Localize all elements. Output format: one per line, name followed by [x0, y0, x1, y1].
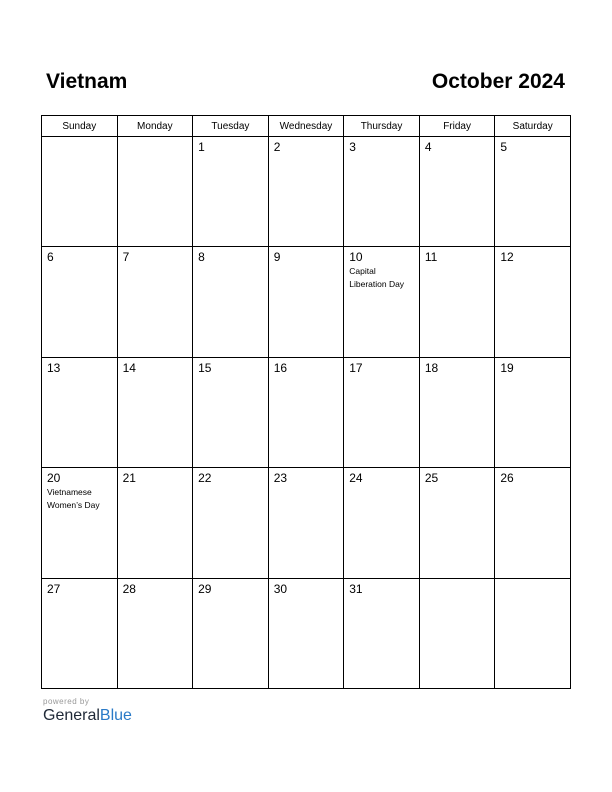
- day-cell: [42, 137, 118, 247]
- day-cell: [495, 247, 571, 357]
- weekday-header: Monday: [117, 116, 193, 137]
- day-cell: [268, 247, 344, 357]
- day-number: 16: [273, 360, 288, 375]
- day-cell: [268, 468, 344, 578]
- day-cell: [419, 357, 495, 467]
- weekday-header: Tuesday: [193, 116, 269, 137]
- day-number: 23: [273, 471, 288, 486]
- day-cell: [419, 137, 495, 247]
- day-cell: [268, 578, 344, 688]
- day-number: 28: [122, 581, 136, 596]
- day-number: 17: [349, 360, 363, 375]
- day-cell: [419, 247, 495, 357]
- day-cell: [117, 137, 193, 247]
- week-row: [42, 578, 571, 688]
- day-number: 13: [47, 360, 61, 375]
- day-number: 19: [500, 360, 514, 375]
- day-number: 20: [47, 471, 61, 486]
- day-cell: [42, 247, 118, 357]
- day-cell: [268, 357, 344, 467]
- day-number: 8: [198, 250, 205, 265]
- weekday-header: Sunday: [42, 116, 118, 137]
- day-cell: [193, 137, 269, 247]
- day-number: 26: [500, 471, 514, 486]
- day-number: 27: [47, 581, 61, 596]
- day-cell: [42, 357, 118, 467]
- week-row: [42, 468, 571, 578]
- day-cell: [419, 468, 495, 578]
- weekday-header: Wednesday: [268, 116, 344, 137]
- day-number: 4: [424, 140, 432, 154]
- day-number: 22: [198, 471, 212, 486]
- day-cell: [117, 578, 193, 688]
- day-number: 12: [500, 250, 514, 265]
- weekday-header: Friday: [419, 116, 495, 137]
- day-cell: [42, 468, 118, 578]
- brand-name-general: General: [43, 707, 100, 724]
- day-number: 5: [500, 140, 508, 154]
- day-cell: [117, 357, 193, 467]
- weekday-header: Thursday: [344, 116, 420, 137]
- day-number: 7: [122, 250, 130, 265]
- day-number: 18: [424, 360, 439, 375]
- day-cell: [344, 578, 420, 688]
- day-number: 2: [273, 140, 281, 154]
- day-number: 6: [47, 250, 54, 265]
- day-number: 10: [349, 250, 363, 265]
- day-cell: [193, 578, 269, 688]
- day-cell: [344, 247, 420, 357]
- day-cell: [193, 468, 269, 578]
- month-title: October 2024: [431, 70, 565, 93]
- day-cell: [193, 247, 269, 357]
- holiday-label: Capital Liberation Day: [349, 266, 405, 290]
- day-cell: [42, 578, 118, 688]
- day-cell: [495, 578, 571, 688]
- calendar-grid: [41, 115, 571, 689]
- country-title: Vietnam: [46, 70, 128, 93]
- day-cell: [495, 468, 571, 578]
- powered-by-text: powered by: [43, 697, 90, 706]
- day-cell: [344, 468, 420, 578]
- day-number: 14: [122, 360, 136, 375]
- weekday-header-row: [42, 116, 571, 137]
- day-number: 11: [424, 250, 438, 265]
- brand-name-blue: Blue: [99, 707, 132, 724]
- day-cell: [495, 357, 571, 467]
- brand-logo[interactable]: [43, 707, 132, 725]
- day-cell: [495, 137, 571, 247]
- day-cell: [344, 137, 420, 247]
- day-cell: [193, 357, 269, 467]
- week-row: [42, 247, 571, 357]
- day-number: 21: [122, 471, 136, 486]
- day-number: 25: [424, 471, 439, 486]
- day-cell: [344, 357, 420, 467]
- holiday-label: Vietnamese Women’s Day: [47, 487, 100, 511]
- day-number: [495, 579, 570, 582]
- day-number: [42, 137, 117, 140]
- day-cell: [117, 247, 193, 357]
- day-number: 1: [198, 140, 205, 154]
- day-number: 9: [273, 250, 281, 265]
- day-number: 24: [349, 471, 363, 486]
- weekday-header: Saturday: [495, 116, 571, 137]
- day-number: 29: [198, 581, 212, 596]
- footer: [43, 697, 132, 725]
- day-cell: [117, 468, 193, 578]
- day-number: [118, 137, 193, 140]
- day-cell: [268, 137, 344, 247]
- day-number: 15: [198, 360, 212, 375]
- day-cell: [419, 578, 495, 688]
- week-row: [42, 137, 571, 247]
- day-number: 3: [349, 140, 356, 154]
- day-number: 31: [349, 581, 363, 596]
- week-row: [42, 357, 571, 467]
- day-number: 30: [273, 581, 288, 596]
- day-number: [420, 579, 495, 582]
